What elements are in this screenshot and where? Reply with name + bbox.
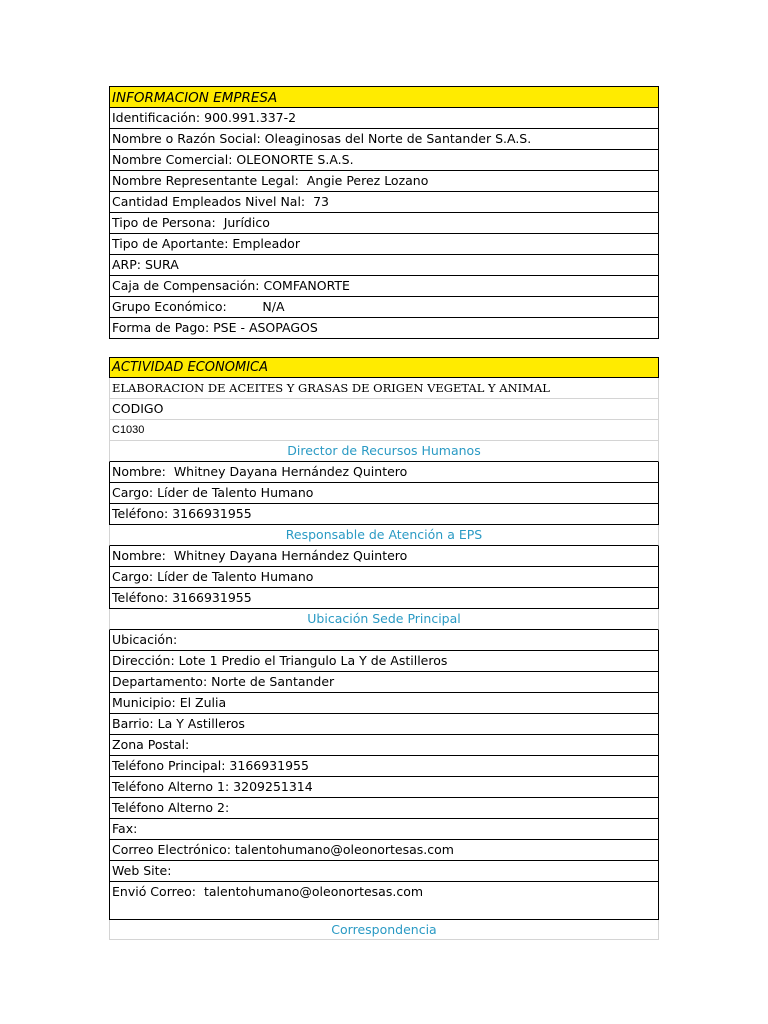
responsable-eps-telefono: Teléfono: 3166931955 bbox=[109, 588, 659, 609]
actividad-codigo-value: C1030 bbox=[109, 420, 659, 441]
empresa-forma-pago: Forma de Pago: PSE - ASOPAGOS bbox=[109, 318, 659, 339]
responsable-eps-title: Responsable de Atención a EPS bbox=[109, 525, 659, 546]
sede-correo: Correo Electrónico: talentohumano@oleonortesas.com bbox=[109, 840, 659, 861]
sede-barrio: Barrio: La Y Astilleros bbox=[109, 714, 659, 735]
empresa-caja-compensacion: Caja de Compensación: COMFANORTE bbox=[109, 276, 659, 297]
sede-title: Ubicación Sede Principal bbox=[109, 609, 659, 630]
empresa-tipo-aportante: Tipo de Aportante: Empleador bbox=[109, 234, 659, 255]
empresa-grupo-economico: Grupo Económico: N/A bbox=[109, 297, 659, 318]
empresa-header: INFORMACION EMPRESA bbox=[109, 86, 659, 108]
responsable-eps-cargo: Cargo: Líder de Talento Humano bbox=[109, 567, 659, 588]
director-rh-title: Director de Recursos Humanos bbox=[109, 441, 659, 462]
director-rh-cargo: Cargo: Líder de Talento Humano bbox=[109, 483, 659, 504]
sede-telefono-alterno-2: Teléfono Alterno 2: bbox=[109, 798, 659, 819]
empresa-razon-social: Nombre o Razón Social: Oleaginosas del Norte de Santander S.A.S. bbox=[109, 129, 659, 150]
sede-web-site: Web Site: bbox=[109, 861, 659, 882]
sede-envio-correo: Envió Correo: talentohumano@oleonortesas.com bbox=[109, 882, 659, 920]
empresa-arp: ARP: SURA bbox=[109, 255, 659, 276]
correspondencia-title: Correspondencia bbox=[109, 920, 659, 940]
actividad-header: ACTIVIDAD ECONOMICA bbox=[109, 357, 659, 378]
empresa-identificacion: Identificación: 900.991.337-2 bbox=[109, 108, 659, 129]
sede-municipio: Municipio: El Zulia bbox=[109, 693, 659, 714]
sede-direccion: Dirección: Lote 1 Predio el Triangulo La Y de Astilleros bbox=[109, 651, 659, 672]
responsable-eps-nombre: Nombre: Whitney Dayana Hernández Quintero bbox=[109, 546, 659, 567]
sede-zona-postal: Zona Postal: bbox=[109, 735, 659, 756]
company-info-sheet bbox=[109, 86, 659, 940]
director-rh-telefono: Teléfono: 3166931955 bbox=[109, 504, 659, 525]
empresa-tipo-persona: Tipo de Persona: Jurídico bbox=[109, 213, 659, 234]
sede-telefono-alterno-1: Teléfono Alterno 1: 3209251314 bbox=[109, 777, 659, 798]
empresa-representante-legal: Nombre Representante Legal: Angie Perez Lozano bbox=[109, 171, 659, 192]
sede-fax: Fax: bbox=[109, 819, 659, 840]
sede-departamento: Departamento: Norte de Santander bbox=[109, 672, 659, 693]
empresa-cantidad-empleados: Cantidad Empleados Nivel Nal: 73 bbox=[109, 192, 659, 213]
empresa-nombre-comercial: Nombre Comercial: OLEONORTE S.A.S. bbox=[109, 150, 659, 171]
sede-telefono-principal: Teléfono Principal: 3166931955 bbox=[109, 756, 659, 777]
actividad-codigo-label: CODIGO bbox=[109, 399, 659, 420]
director-rh-nombre: Nombre: Whitney Dayana Hernández Quintero bbox=[109, 462, 659, 483]
actividad-descripcion: ELABORACION DE ACEITES Y GRASAS DE ORIGEN VEGETAL Y ANIMAL bbox=[109, 378, 659, 399]
sede-ubicacion: Ubicación: bbox=[109, 630, 659, 651]
section-gap bbox=[109, 339, 659, 357]
